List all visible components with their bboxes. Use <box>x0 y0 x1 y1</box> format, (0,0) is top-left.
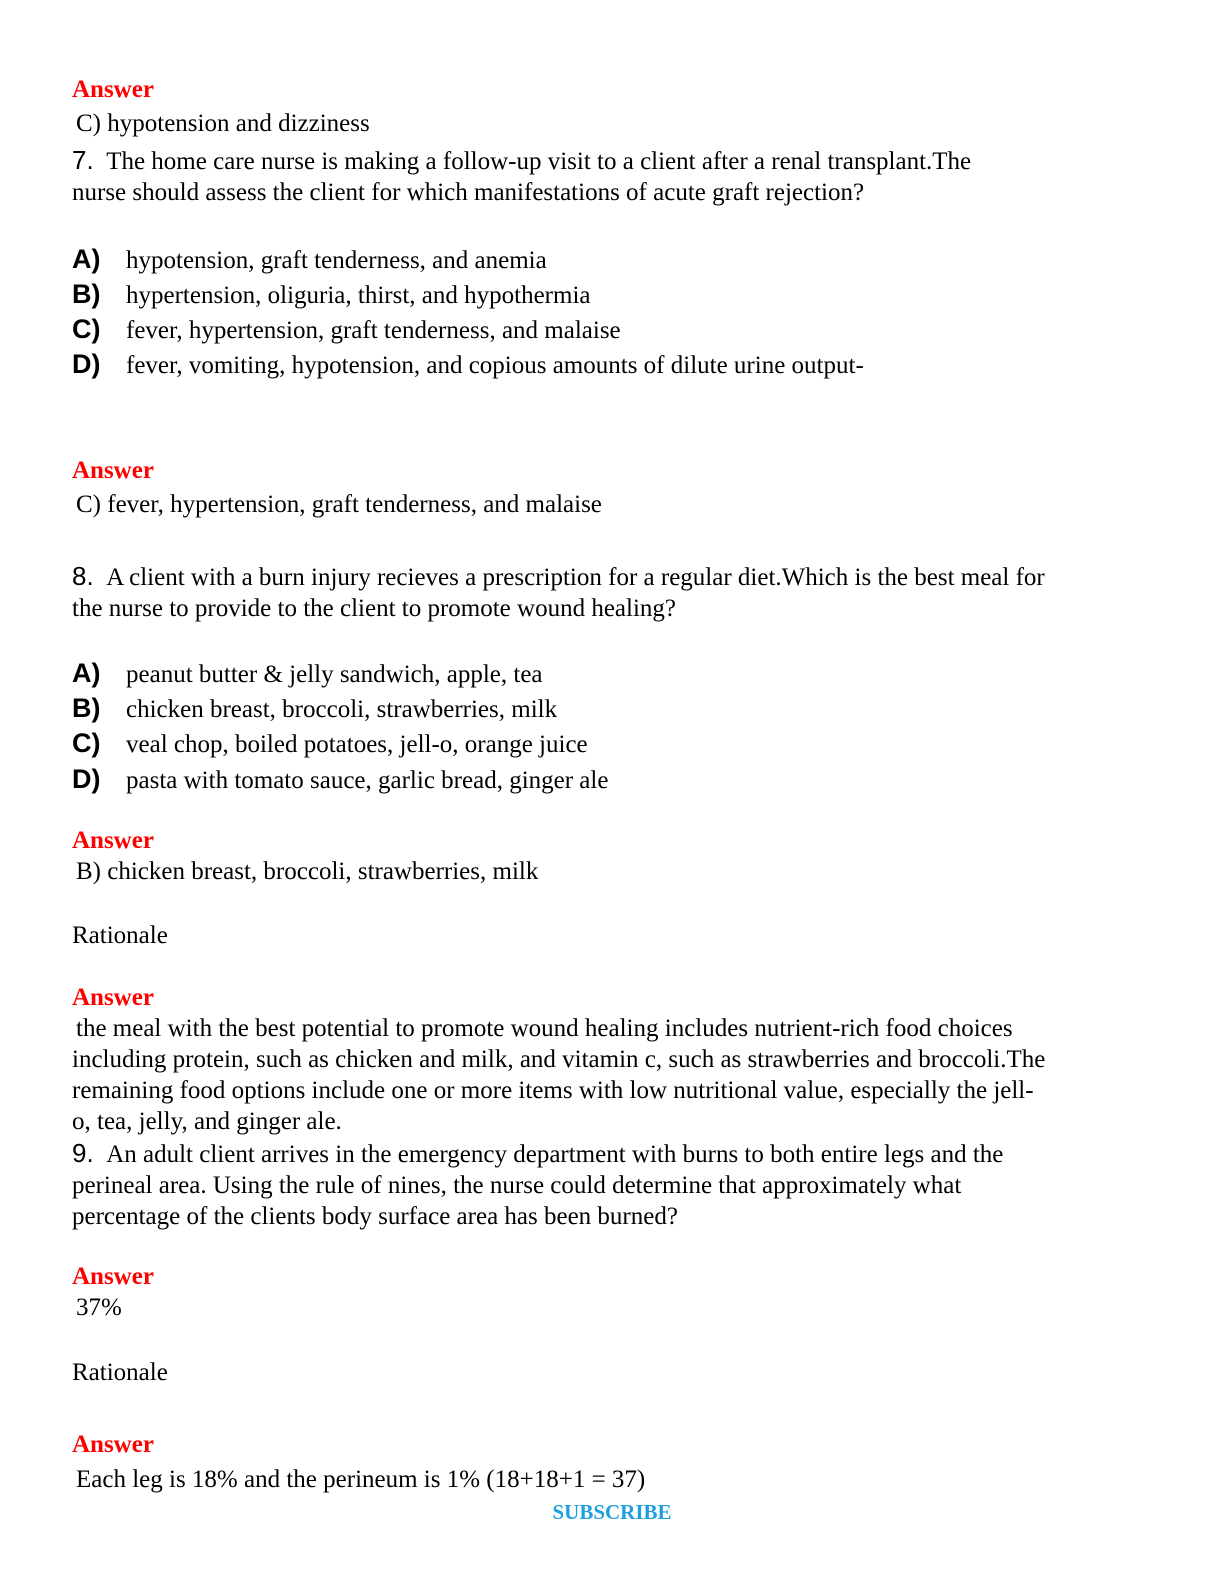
question-7 <box>72 145 1152 208</box>
rationale-line: including protein, such as chicken and milk, and vitamin c, such as strawberries and broccoli.The <box>72 1046 1046 1073</box>
rationale-line: o, tea, jelly, and ginger ale. <box>72 1108 342 1135</box>
answer-block-q9 <box>72 1261 1152 1323</box>
answer-text: C) hypotension and dizziness <box>76 110 370 137</box>
question-9-line-2: perineal area. Using the rule of nines, the nurse could determine that approximately what <box>72 1172 962 1199</box>
rationale-text: Each leg is 18% and the perineum is 1% (18+18+1 = 37) <box>76 1466 646 1493</box>
answer-heading: Answer <box>72 1263 154 1290</box>
question-8-option-b: B) chicken breast, broccoli, strawberries, milk <box>72 693 558 723</box>
question-9 <box>72 1138 1152 1232</box>
rationale-heading: Rationale <box>72 1359 168 1386</box>
answer-block-q7 <box>72 455 1152 520</box>
rationale-block-q8 <box>72 982 1152 1137</box>
question-8-option-c: C) veal chop, boiled potatoes, jell-o, orange juice <box>72 728 588 758</box>
answer-heading: Answer <box>72 827 154 854</box>
question-8-option-d: D) pasta with tomato sauce, garlic bread, ginger ale <box>72 764 609 794</box>
answer-block-q8 <box>72 825 1152 887</box>
answer-text: B) chicken breast, broccoli, strawberries, milk <box>76 858 539 885</box>
question-7-option-c: C) fever, hypertension, graft tenderness, and malaise <box>72 314 621 344</box>
answer-heading: Answer <box>72 76 154 103</box>
rationale-line: remaining food options include one or more items with low nutritional value, especially the jell- <box>72 1077 1034 1104</box>
answer-text: 37% <box>76 1294 122 1321</box>
answer-text: C) fever, hypertension, graft tenderness, and malaise <box>76 491 602 518</box>
question-9-line-1: 9. An adult client arrives in the emergency department with burns to both entire legs and the <box>72 1138 1004 1168</box>
question-7-option-d: D) fever, vomiting, hypotension, and copious amounts of dilute urine output- <box>72 349 864 379</box>
question-9-line-3: percentage of the clients body surface area has been burned? <box>72 1203 678 1230</box>
question-number: 7. <box>72 145 94 175</box>
question-7-line-1: 7. The home care nurse is making a follow-up visit to a client after a renal transplant.The <box>72 145 972 175</box>
question-8-line-2: the nurse to provide to the client to promote wound healing? <box>72 595 677 622</box>
answer-heading: Answer <box>72 1431 154 1458</box>
answer-heading: Answer <box>72 457 154 484</box>
rationale-line: the meal with the best potential to promote wound healing includes nutrient-rich food choices <box>76 1015 1013 1042</box>
rationale-block-q9 <box>72 1429 1152 1495</box>
question-7-line-2: nurse should assess the client for which manifestations of acute graft rejection? <box>72 179 865 206</box>
question-number: 8. <box>72 561 94 591</box>
answer-heading: Answer <box>72 984 154 1011</box>
subscribe-link[interactable]: SUBSCRIBE <box>552 1500 672 1524</box>
rationale-heading: Rationale <box>72 922 168 949</box>
question-8-line-1: 8. A client with a burn injury recieves a prescription for a regular diet.Which is the best meal for <box>72 561 1045 591</box>
question-7-option-a: A) hypotension, graft tenderness, and anemia <box>72 244 547 274</box>
question-number: 9. <box>72 1138 94 1168</box>
answer-block-q6 <box>72 74 1152 139</box>
question-8 <box>72 561 1152 624</box>
question-7-option-b: B) hypertension, oliguria, thirst, and hypothermia <box>72 279 591 309</box>
question-8-option-a: A) peanut butter & jelly sandwich, apple, tea <box>72 658 543 688</box>
